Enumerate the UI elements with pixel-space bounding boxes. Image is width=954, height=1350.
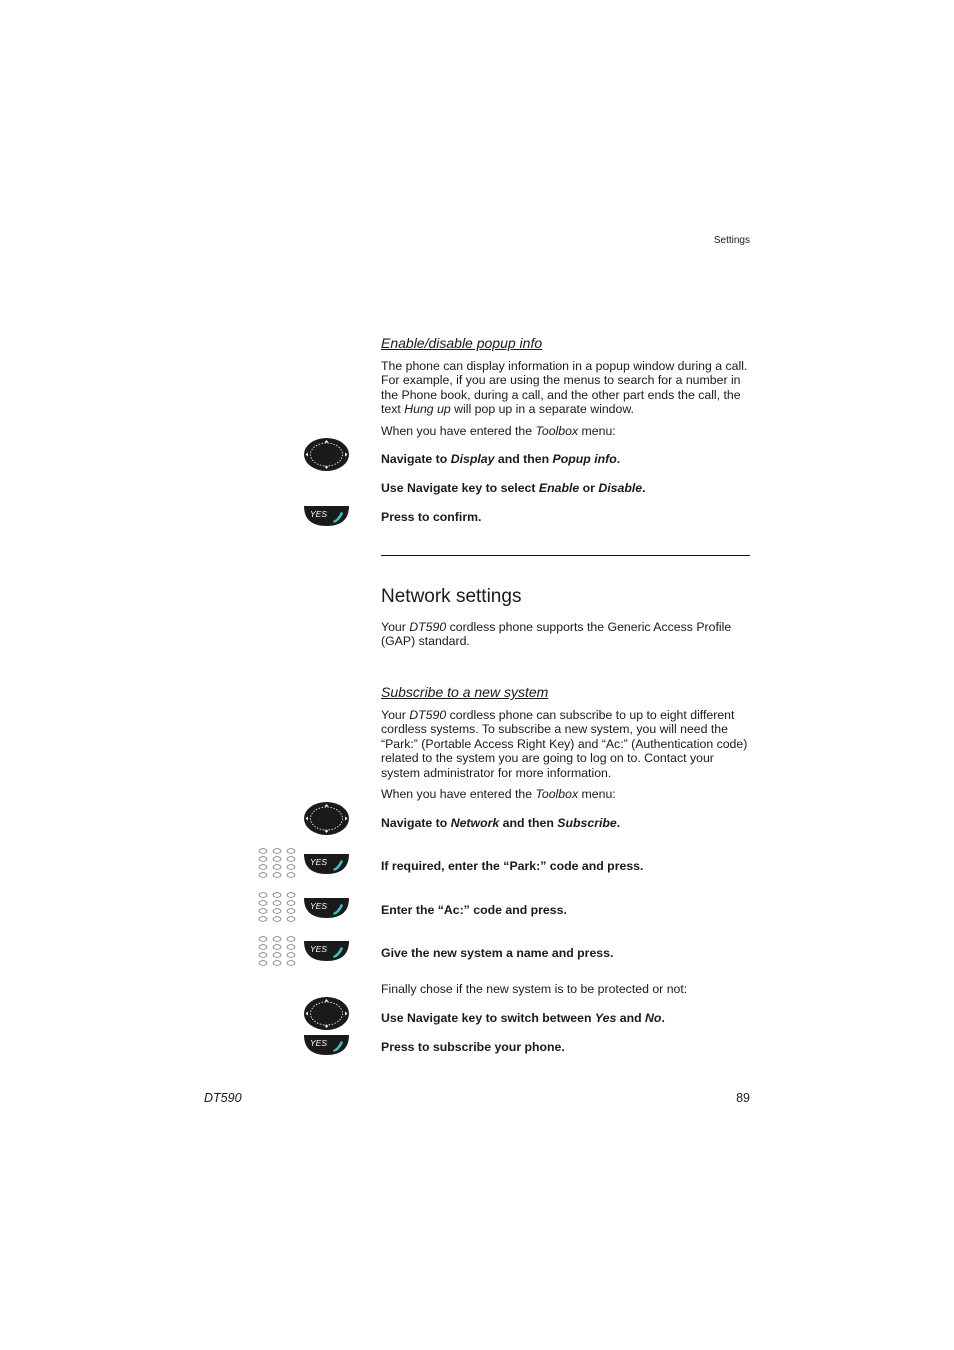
keypad-icon	[257, 847, 297, 884]
navigate-key-icon	[303, 996, 350, 1036]
subscribe-step-park-code: If required, enter the “Park:” code and press.	[381, 859, 644, 873]
yes-key-icon	[303, 897, 350, 924]
yes-key-label: YES	[310, 1038, 328, 1048]
subscribe-lead-text: When you have entered the Toolbox menu:	[381, 787, 616, 801]
keypad-icon	[257, 935, 297, 972]
section-divider	[381, 555, 750, 556]
subscribe-step-name: Give the new system a name and press.	[381, 946, 614, 960]
text-run: The phone can display information in a popup window during a call. For example, if you are using the menus to search for a number in the Phone book, during a call, and the other part ends the call, the text	[381, 359, 748, 417]
yes-key-icon	[303, 505, 350, 532]
network-intro-paragraph: Your DT590 cordless phone supports the Generic Access Profile (GAP) standard.	[381, 620, 732, 649]
keypad-icon	[257, 891, 297, 928]
yes-key-icon	[303, 1034, 350, 1061]
footer-product: DT590	[204, 1091, 242, 1105]
yes-key-label: YES	[310, 901, 328, 911]
subscribe-finally-text: Finally chose if the new system is to be protected or not:	[381, 982, 688, 996]
yes-key-icon	[303, 853, 350, 880]
popup-step-navigate: Navigate to Display and then Popup info.	[381, 452, 621, 466]
page-number: 89	[736, 1091, 750, 1105]
yes-key-label: YES	[310, 509, 328, 519]
subscribe-intro-paragraph: Your DT590 cordless phone can subscribe to up to eight different cordless systems. To subscribe a new system, you will need the “Park:” (Portable Access Right Key) and “Ac:” (Authentication code) related to the system you are going to log on to. Contact your system administrator for more information.	[381, 708, 748, 780]
text-run: will pop up in a separate window.	[450, 402, 634, 417]
subscribe-step-subscribe: Press to subscribe your phone.	[381, 1040, 565, 1054]
popup-step-select: Use Navigate key to select Enable or Disable.	[381, 481, 646, 495]
page-title: Network settings	[381, 586, 522, 607]
yes-key-label: YES	[310, 944, 328, 954]
section-heading-subscribe: Subscribe to a new system	[381, 684, 549, 700]
popup-intro-paragraph	[381, 359, 751, 417]
navigate-key-icon	[303, 801, 350, 841]
section-heading-popup-info: Enable/disable popup info	[381, 335, 543, 351]
subscribe-step-protect: Use Navigate key to switch between Yes and No.	[381, 1011, 665, 1025]
popup-step-confirm: Press to confirm.	[381, 510, 482, 524]
running-head: Settings	[713, 235, 750, 246]
popup-lead-text: When you have entered the Toolbox menu:	[381, 424, 616, 438]
subscribe-step-navigate: Navigate to Network and then Subscribe.	[381, 816, 621, 830]
subscribe-step-ac-code: Enter the “Ac:” code and press.	[381, 903, 567, 917]
yes-key-icon	[303, 940, 350, 967]
yes-key-label: YES	[310, 857, 328, 867]
navigate-key-icon	[303, 437, 350, 477]
text-run-italic: Hung up	[404, 402, 451, 417]
